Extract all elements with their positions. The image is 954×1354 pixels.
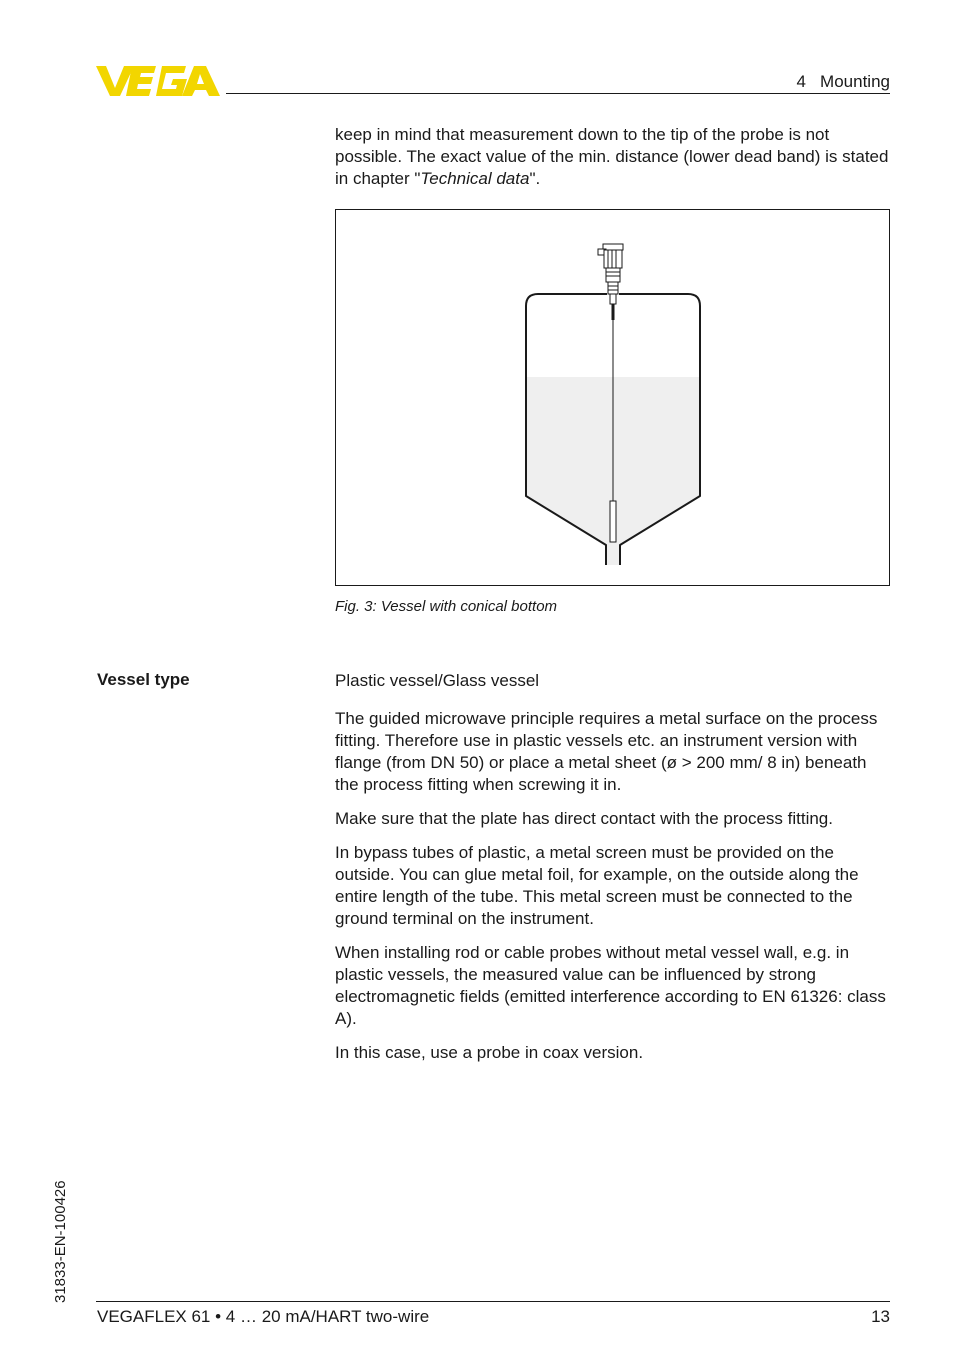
section-label-vessel-type: Vessel type: [97, 670, 190, 689]
paragraph-coax: In this case, use a probe in coax version.: [335, 1043, 644, 1062]
intro-paragraph: [335, 124, 891, 190]
document-number: 31833-EN-100426: [52, 1180, 69, 1303]
intro-text-end: ".: [529, 169, 541, 188]
footer-product: VEGAFLEX 61 • 4 … 20 mA/HART two-wire: [97, 1307, 430, 1326]
paragraph-emi: When installing rod or cable probes without metal vessel wall, e.g. in plastic vessels, the measured value can be influenced by strong electromagnetic fields (emitted interference according to EN 61326: class A).: [335, 943, 886, 1028]
figure-vessel-conical-bottom: [335, 209, 890, 586]
paragraph-metal-surface: The guided microwave principle requires a metal surface on the process fitting. Therefore use in plastic vessels etc. an instrument version with flange (from DN 50) or place a metal sheet (ø > 200 mm/ 8 in) beneath the process fitting when screwing it in.: [335, 709, 878, 794]
intro-text: keep in mind that measurement down to the tip of the probe is not possible. The exact value of the min. distance (lower dead band) is stated in chapter ": [335, 125, 889, 188]
chapter-reference: Technical data: [420, 169, 530, 188]
probe-weight: [610, 501, 616, 542]
footer-rule: [96, 1301, 890, 1302]
section-title: 4 Mounting: [796, 72, 890, 91]
header-rule: [226, 93, 890, 94]
vessel-diagram: [336, 210, 889, 585]
paragraph-plate-contact: Make sure that the plate has direct contact with the process fitting.: [335, 809, 833, 828]
figure-caption: Fig. 3: Vessel with conical bottom: [335, 598, 558, 615]
vega-logo: [96, 64, 220, 98]
page-number: 13: [871, 1307, 890, 1326]
paragraph-bypass-tubes: In bypass tubes of plastic, a metal screen must be provided on the outside. You can glue metal foil, for example, on the outside along the entire length of the tube. This metal screen must be connected to the ground terminal on the instrument.: [335, 843, 859, 928]
vessel-type-subtitle: Plastic vessel/Glass vessel: [335, 671, 540, 690]
vessel-type-body: [335, 670, 891, 1076]
